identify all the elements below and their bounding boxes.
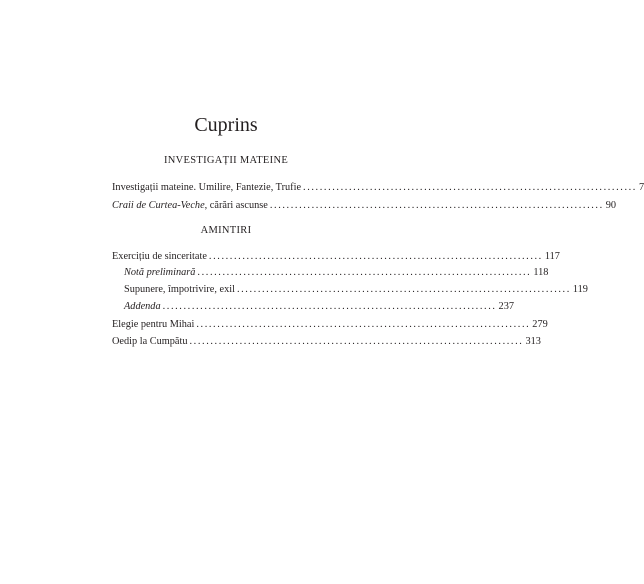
toc-entry-title-rest: , cărări ascunse (204, 200, 268, 211)
dot-leader: ................................................................................ (208, 251, 543, 262)
section-heading-amintiri: AMINTIRI (200, 225, 252, 236)
toc-subentry[interactable] (124, 283, 588, 297)
toc-entry-title: Elegie pentru Mihai (112, 319, 195, 330)
toc-entry-title: Notă preliminară (124, 267, 196, 278)
dot-leader: ................................................................................ (236, 284, 571, 295)
dot-leader: ................................................................................ (197, 267, 532, 278)
toc-entry-page: 119 (572, 284, 588, 295)
page-title: Cuprins (194, 114, 258, 136)
toc-subentry[interactable] (124, 300, 514, 314)
dot-leader: ................................................................................ (269, 200, 604, 211)
dot-leader: ................................................................................ (189, 336, 524, 347)
toc-entry-page: 279 (532, 319, 548, 330)
toc-entry-title: Oedip la Cumpătu (112, 336, 188, 347)
toc-entry-title: Supunere, împotrivire, exil (124, 284, 235, 295)
toc-entry[interactable] (112, 250, 560, 264)
toc-subentry[interactable] (124, 266, 549, 280)
toc-entry-page: 118 (533, 267, 549, 278)
toc-entry-page: 7 (638, 182, 644, 193)
toc-entry-title (112, 199, 270, 213)
dot-leader: ................................................................................ (196, 319, 531, 330)
toc-entry-page: 117 (544, 251, 560, 262)
toc-entry[interactable] (112, 318, 548, 332)
toc-entry[interactable] (112, 199, 617, 213)
toc-entry-title-italic: Craii de Curtea-Veche (112, 200, 205, 211)
section-heading-investigatii: INVESTIGAȚII MATEINE (163, 155, 289, 166)
toc-entry[interactable] (112, 335, 541, 349)
toc-entry-page: 313 (525, 336, 541, 347)
toc-entry-page: 237 (498, 301, 514, 312)
toc-entry[interactable] (112, 181, 644, 195)
toc-entry-title: Exercițiu de sinceritate (112, 251, 207, 262)
toc-entry-title: Addenda (124, 301, 161, 312)
toc-entry-page: 90 (605, 200, 617, 211)
dot-leader: ................................................................................ (303, 182, 637, 193)
toc-entry-title: Investigații mateine. Umilire, Fantezie, Trufie (112, 182, 302, 193)
dot-leader: ................................................................................ (162, 301, 497, 312)
